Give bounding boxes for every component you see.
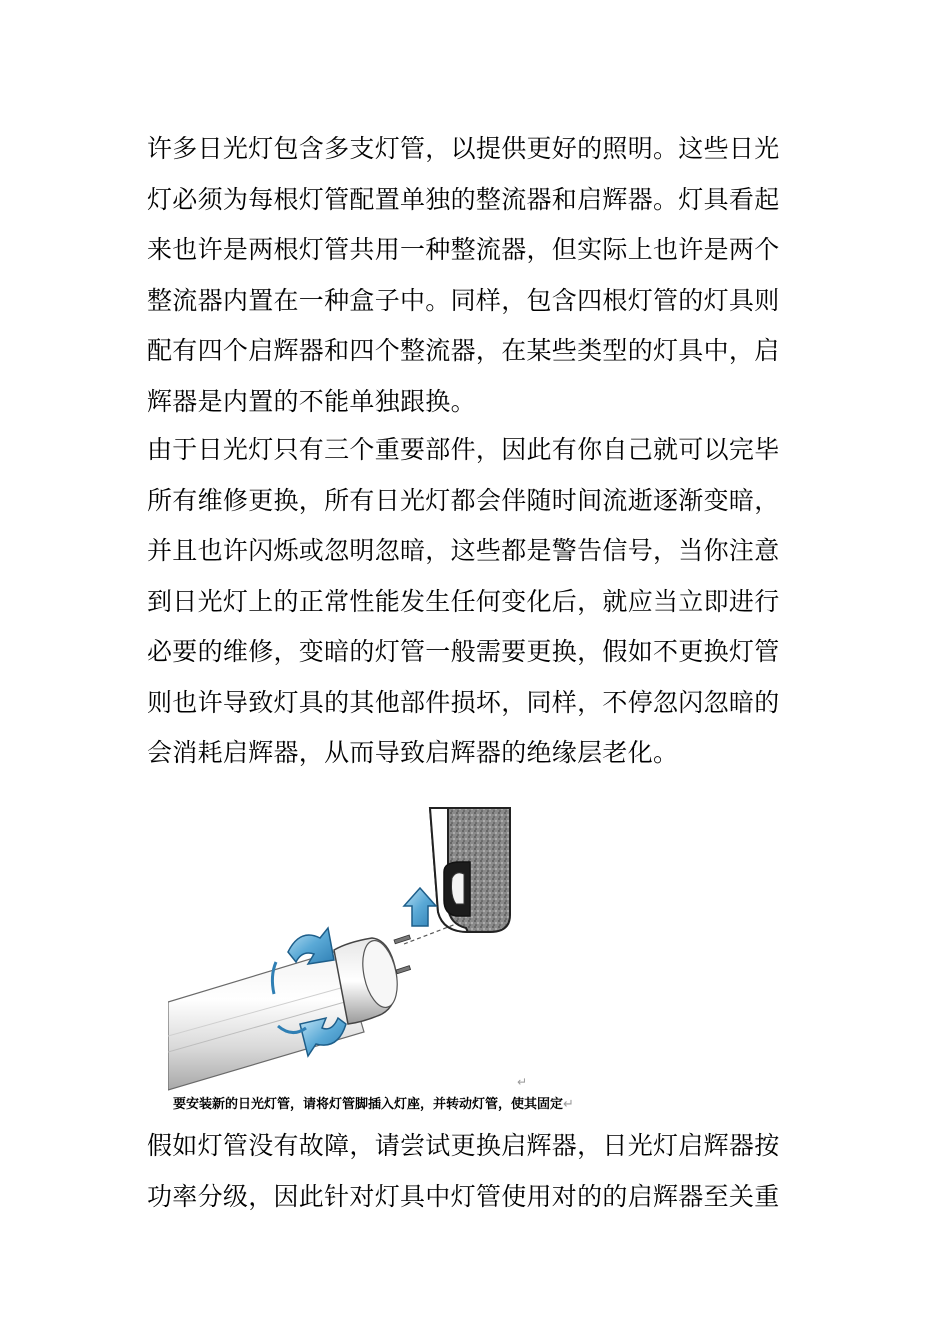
- caption-return-mark: ↵: [563, 1097, 574, 1112]
- text-line: 由于日光灯只有三个重要部件，因此有你自己就可以完毕: [147, 435, 780, 464]
- text-line: 整流器内置在一种盒子中。同样，包含四根灯管的灯具则: [147, 285, 780, 315]
- paragraph-multi-tube-lamps: [147, 124, 809, 427]
- text-line: 来也许是两根灯管共用一种整流器，但实际上也许是两个: [147, 235, 780, 264]
- text-line: 必要的维修，变暗的灯管一般需要更换，假如不更换灯管: [147, 637, 780, 666]
- text-line: 灯必须为每根灯管配置单独的整流器和启辉器。灯具看起: [147, 184, 780, 214]
- text-line: 辉器是内置的不能单独跟换。: [147, 386, 476, 416]
- figure-caption-text: 要安装新的日光灯管，请将灯管脚插入灯座，并转动灯管，使其固定: [173, 1097, 564, 1112]
- text-line: 所有维修更换，所有日光灯都会伴随时间流逝逐渐变暗，: [147, 485, 780, 515]
- figure-caption: [173, 1093, 574, 1112]
- text-line: 到日光灯上的正常性能发生任何变化后，就应当立即进行: [147, 586, 780, 616]
- text-line: 并且也许闪烁或忽明忽暗，这些都是警告信号，当你注意: [147, 536, 780, 565]
- text-line: 假如灯管没有故障，请尝试更换启辉器，日光灯启辉器按: [147, 1131, 780, 1160]
- tube-install-illustration: [168, 800, 628, 1120]
- fluorescent-tube: [168, 935, 411, 1090]
- paragraph-replace-starter: [147, 1121, 809, 1222]
- paragraph-maintenance: [147, 425, 809, 779]
- text-line: 则也许导致灯具的其他部件损坏，同样，不停忽闪忽暗的: [147, 687, 780, 717]
- text-line: 配有四个启辉器和四个整流器，在某些类型的灯具中，启: [147, 336, 780, 365]
- text-line: 功率分级，因此针对灯具中灯管使用对的的启辉器至关重: [147, 1181, 780, 1211]
- lamp-holder: [430, 808, 510, 932]
- text-line: 会消耗启辉器，从而导致启辉器的绝缘层老化。: [147, 738, 679, 767]
- up-arrow-icon: [404, 888, 436, 926]
- text-line: 许多日光灯包含多支灯管，以提供更好的照明。这些日光: [147, 134, 780, 163]
- paragraph-return-mark: ↵: [517, 1075, 528, 1089]
